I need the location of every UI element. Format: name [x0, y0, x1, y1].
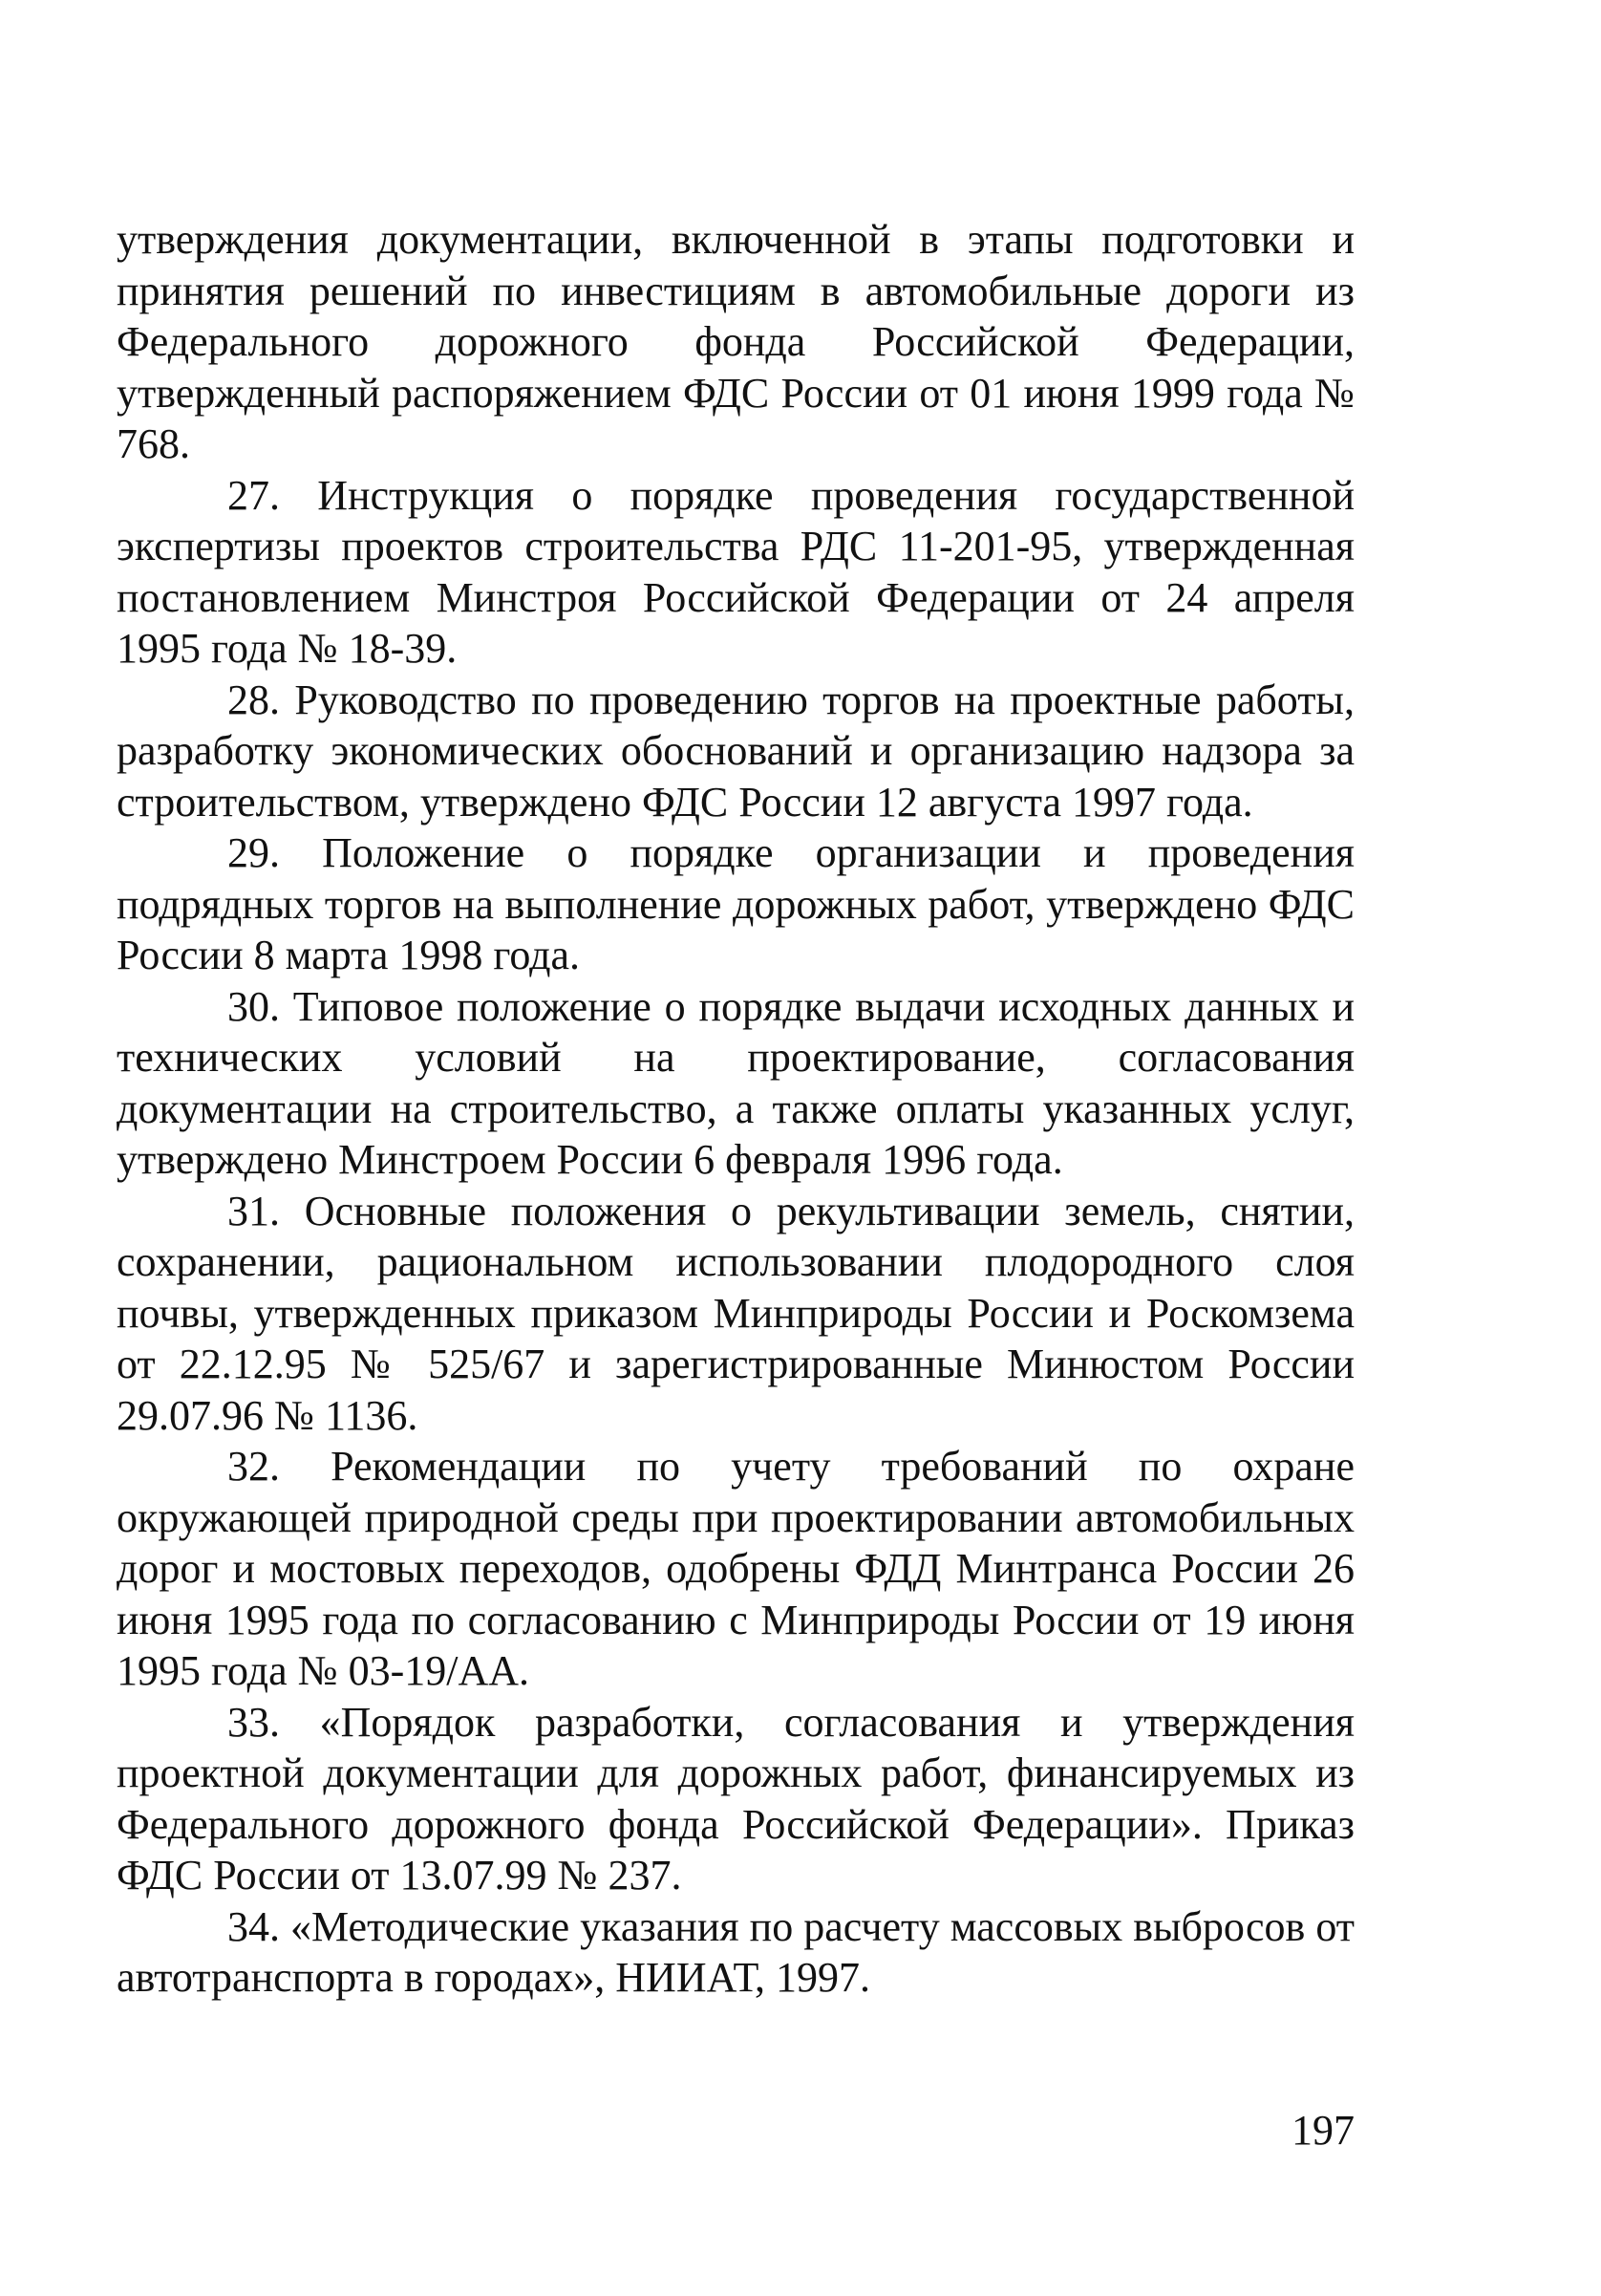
list-item-34: 34. «Методические указания по расчету массовых выбросов от автотранспорта в городах», НИИАТ, 1997.: [117, 1902, 1355, 2001]
list-item-30: 30. Типовое положение о порядке выдачи исходных данных и технических условий на проектирование, согласования документации на строительство, а также оплаты указанных услуг, утверждено Минстроем России 6 февраля 1996 года.: [117, 982, 1355, 1183]
page-number: 197: [1291, 2107, 1355, 2154]
list-item-27: 27. Инструкция о порядке проведения государственной экспертизы проектов строительства РДС 11-201-95, утвержденная постановлением Минстроя Российской Федерации от 24 апреля 1995 года № 18-39.: [117, 471, 1355, 672]
list-item-29: 29. Положение о порядке организации и проведения подрядных торгов на выполнение дорожных работ, утверждено ФДС России 8 марта 1998 года.: [117, 829, 1355, 978]
paragraph-continued: утверждения документации, включенной в этапы подготовки и принятия решений по инвестициям в автомобильные дороги из Федерального дорожного фонда Российской Федерации, утвержденный распоряжением ФДС России от 01 июня 1999 года № 768.: [117, 216, 1355, 467]
document-page: [117, 214, 1355, 2004]
list-item-33: 33. «Порядок разработки, согласования и утверждения проектной документации для дорожных работ, финансируемых из Федерального дорожного фонда Российской Федерации». Приказ ФДС России от 13.07.99 № 237.: [117, 1698, 1355, 1899]
list-item-32: 32. Рекомендации по учету требований по охране окружающей природной среды при проектировании автомобильных дорог и мостовых переходов, одобрены ФДД Минтранса России 26 июня 1995 года по согласованию с Минприроды России от 19 июня 1995 года № 03-19/АА.: [117, 1443, 1355, 1694]
list-item-28: 28. Руководство по проведению торгов на проектные работы, разработку экономических обоснований и организацию надзора за строительством, утверждено ФДС России 12 августа 1997 года.: [117, 676, 1355, 826]
list-item-31: 31. Основные положения о рекультивации земель, снятии, сохранении, рациональном использовании плодородного слоя почвы, утвержденных приказом Минприроды России и Роскомзема от 22.12.95 № 525/67 и зарегистрированные Минюстом России 29.07.96 № 1136.: [117, 1187, 1355, 1439]
